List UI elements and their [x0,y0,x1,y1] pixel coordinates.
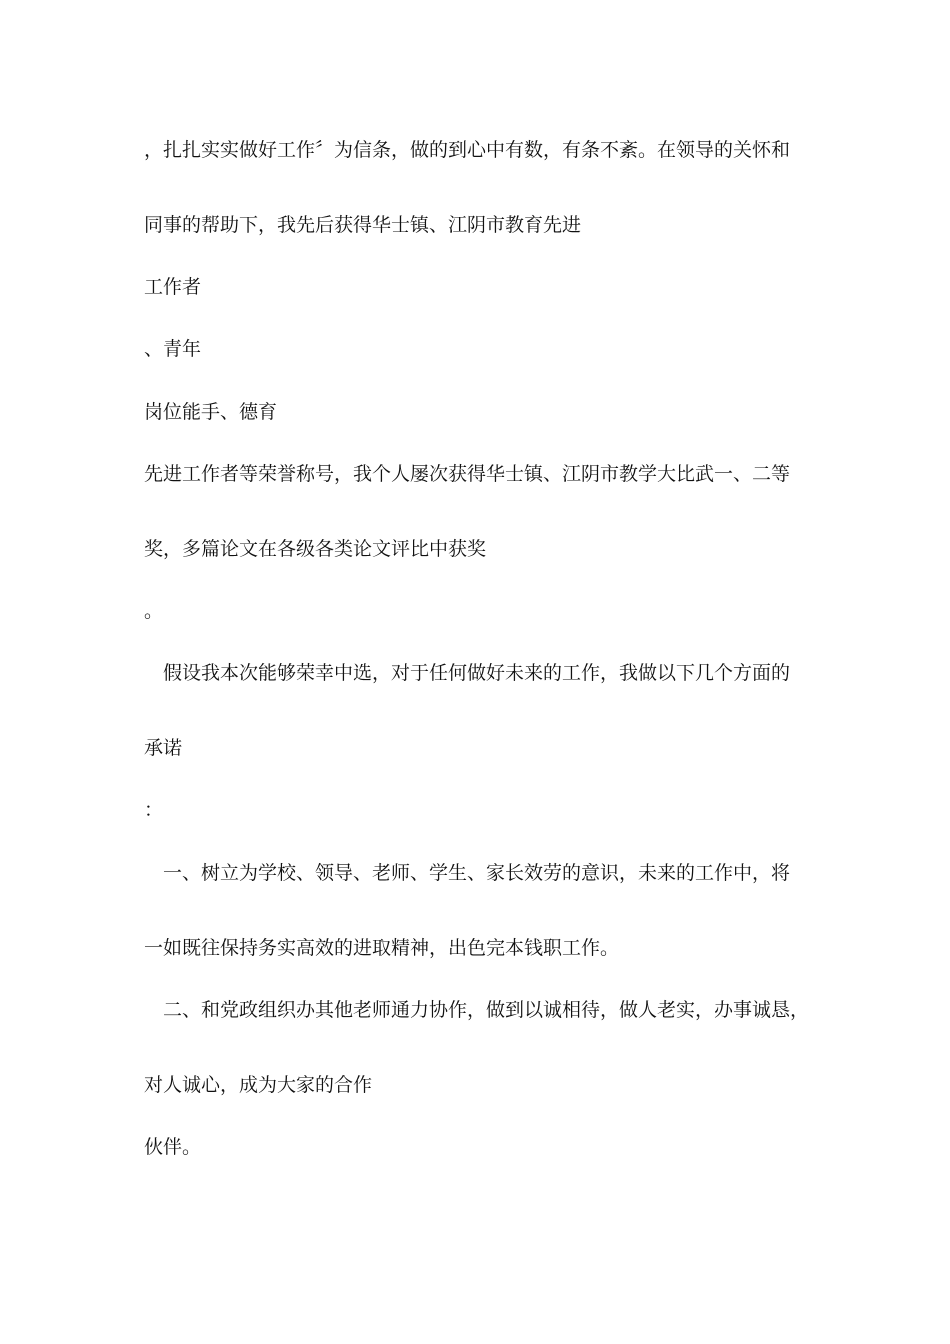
text-line: 岗位能手、德育 [144,401,278,423]
text-line: 伙伴。 [144,1136,202,1158]
text-line: ： [144,799,164,821]
text-line: 二、和党政组织办其他老师通力协作，做到以诚相待，做人老实，办事诚恳， [163,999,810,1021]
text-line: 一如既往保持务实高效的进取精神，出色完本钱职工作。 [144,937,620,959]
text-line: 先进工作者等荣誉称号，我个人屡次获得华士镇、江阴市教学大比武一、二等 [144,463,791,485]
text-line: 一、树立为学校、领导、老师、学生、家长效劳的意识，未来的工作中，将 [163,862,791,884]
text-line: 、青年 [144,338,202,360]
text-line: 工作者 [144,276,202,298]
text-line: 。 [144,600,164,622]
text-line: 承诺 [144,737,183,759]
text-line: 对人诚心，成为大家的合作 [144,1074,373,1096]
text-line: ，扎扎实实做好工作〞为信条，做的到心中有数，有条不紊。在领导的关怀和 [144,139,791,161]
text-line: 假设我本次能够荣幸中选，对于任何做好未来的工作，我做以下几个方面的 [163,662,791,684]
text-line: 同事的帮助下，我先后获得华士镇、江阴市教育先进 [144,214,582,236]
text-line: 奖，多篇论文在各级各类论文评比中获奖 [144,538,487,560]
